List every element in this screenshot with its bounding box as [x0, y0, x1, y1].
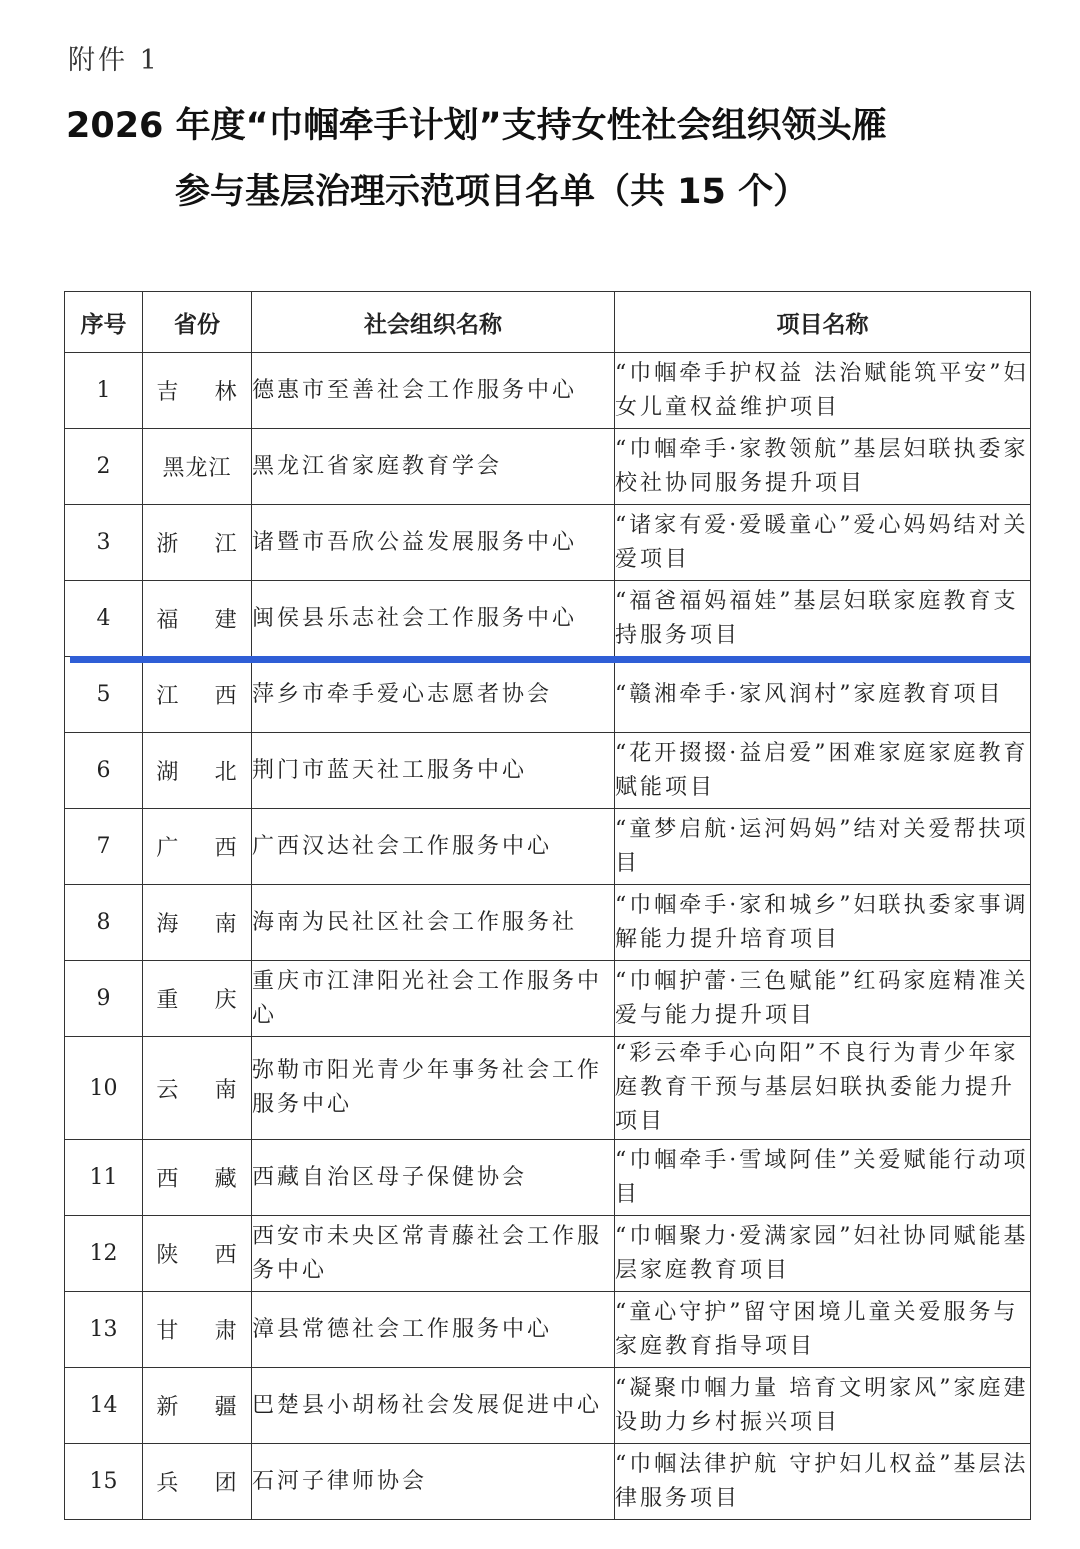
table-row	[65, 733, 1031, 809]
row-project: “巾帼牵手·家和城乡”妇联执委家事调解能力提升培育项目	[615, 885, 1031, 961]
page-title-line-2: 参与基层治理示范项目名单（共 15 个）	[175, 172, 809, 212]
row-index: 4	[65, 581, 143, 657]
table-row	[65, 1037, 1031, 1140]
row-project: “巾帼牵手护权益 法治赋能筑平安”妇女儿童权益维护项目	[615, 353, 1031, 429]
column-header-organization: 社会组织名称	[252, 292, 615, 353]
project-list-table	[64, 291, 1031, 1520]
row-organization: 重庆市江津阳光社会工作服务中心	[252, 961, 615, 1037]
row-organization: 石河子律师协会	[252, 1444, 615, 1520]
row-index: 13	[65, 1292, 143, 1368]
row-province: 湖 北	[143, 733, 252, 809]
row-province: 重 庆	[143, 961, 252, 1037]
row-province: 江 西	[143, 657, 252, 733]
row-project: “凝聚巾帼力量 培育文明家风”家庭建设助力乡村振兴项目	[615, 1368, 1031, 1444]
row-project: “巾帼牵手·雪域阿佳”关爱赋能行动项目	[615, 1140, 1031, 1216]
row-project: “诸家有爱·爱暖童心”爱心妈妈结对关爱项目	[615, 505, 1031, 581]
row-organization: 诸暨市吾欣公益发展服务中心	[252, 505, 615, 581]
row-project: “彩云牵手心向阳”不良行为青少年家庭教育干预与基层妇联执委能力提升项目	[615, 1037, 1031, 1140]
row-province: 云 南	[143, 1037, 252, 1140]
row-index: 8	[65, 885, 143, 961]
table-row	[65, 961, 1031, 1037]
row-organization: 广西汉达社会工作服务中心	[252, 809, 615, 885]
row-organization: 德惠市至善社会工作服务中心	[252, 353, 615, 429]
row-project: “童梦启航·运河妈妈”结对关爱帮扶项目	[615, 809, 1031, 885]
table-row	[65, 353, 1031, 429]
row-organization: 海南为民社区社会工作服务社	[252, 885, 615, 961]
row-index: 15	[65, 1444, 143, 1520]
page-title-line-1: 2026 年度“巾帼牵手计划”支持女性社会组织领头雁	[66, 106, 887, 146]
row-index: 10	[65, 1037, 143, 1140]
table-row	[65, 809, 1031, 885]
row-organization: 黑龙江省家庭教育学会	[252, 429, 615, 505]
row-index: 12	[65, 1216, 143, 1292]
row-index: 11	[65, 1140, 143, 1216]
row-province: 海 南	[143, 885, 252, 961]
row-index: 14	[65, 1368, 143, 1444]
table-row	[65, 429, 1031, 505]
row-organization: 巴楚县小胡杨社会发展促进中心	[252, 1368, 615, 1444]
column-header-province: 省份	[143, 292, 252, 353]
row-province: 甘 肃	[143, 1292, 252, 1368]
row-index: 3	[65, 505, 143, 581]
row-index: 1	[65, 353, 143, 429]
row-organization: 弥勒市阳光青少年事务社会工作服务中心	[252, 1037, 615, 1140]
row-index: 6	[65, 733, 143, 809]
table-row	[65, 1140, 1031, 1216]
table-row	[65, 1368, 1031, 1444]
table-row	[65, 1444, 1031, 1520]
row-province: 福 建	[143, 581, 252, 657]
table-row	[65, 581, 1031, 657]
column-header-index: 序号	[65, 292, 143, 353]
row-project: “巾帼牵手·家教领航”基层妇联执委家校社协同服务提升项目	[615, 429, 1031, 505]
row-index: 5	[65, 657, 143, 733]
row-organization: 西藏自治区母子保健协会	[252, 1140, 615, 1216]
row-project: “巾帼聚力·爱满家园”妇社协同赋能基层家庭教育项目	[615, 1216, 1031, 1292]
table-header-row	[65, 292, 1031, 353]
row-project: “巾帼法律护航 守护妇儿权益”基层法律服务项目	[615, 1444, 1031, 1520]
row-province: 黑龙江	[143, 429, 252, 505]
row-project: “巾帼护蕾·三色赋能”红码家庭精准关爱与能力提升项目	[615, 961, 1031, 1037]
row-project: “福爸福妈福娃”基层妇联家庭教育支持服务项目	[615, 581, 1031, 657]
attachment-label: 附件 1	[68, 45, 160, 76]
row-organization: 萍乡市牵手爱心志愿者协会	[252, 657, 615, 733]
table-row	[65, 657, 1031, 733]
row-province: 浙 江	[143, 505, 252, 581]
table-row	[65, 1216, 1031, 1292]
row-province: 兵 团	[143, 1444, 252, 1520]
row-organization: 漳县常德社会工作服务中心	[252, 1292, 615, 1368]
row-province: 吉 林	[143, 353, 252, 429]
row-project: “赣湘牵手·家风润村”家庭教育项目	[615, 657, 1031, 733]
row-province: 新 疆	[143, 1368, 252, 1444]
row-project: “花开掇掇·益启爱”困难家庭家庭教育赋能项目	[615, 733, 1031, 809]
highlight-line	[70, 656, 1030, 663]
table-row	[65, 1292, 1031, 1368]
row-index: 7	[65, 809, 143, 885]
row-province: 西 藏	[143, 1140, 252, 1216]
row-organization: 西安市未央区常青藤社会工作服务中心	[252, 1216, 615, 1292]
column-header-project: 项目名称	[615, 292, 1031, 353]
row-project: “童心守护”留守困境儿童关爱服务与家庭教育指导项目	[615, 1292, 1031, 1368]
row-index: 2	[65, 429, 143, 505]
row-index: 9	[65, 961, 143, 1037]
table-row	[65, 505, 1031, 581]
row-province: 广 西	[143, 809, 252, 885]
row-organization: 闽侯县乐志社会工作服务中心	[252, 581, 615, 657]
row-province: 陕 西	[143, 1216, 252, 1292]
row-organization: 荆门市蓝天社工服务中心	[252, 733, 615, 809]
table-row	[65, 885, 1031, 961]
table-body	[65, 353, 1031, 1520]
